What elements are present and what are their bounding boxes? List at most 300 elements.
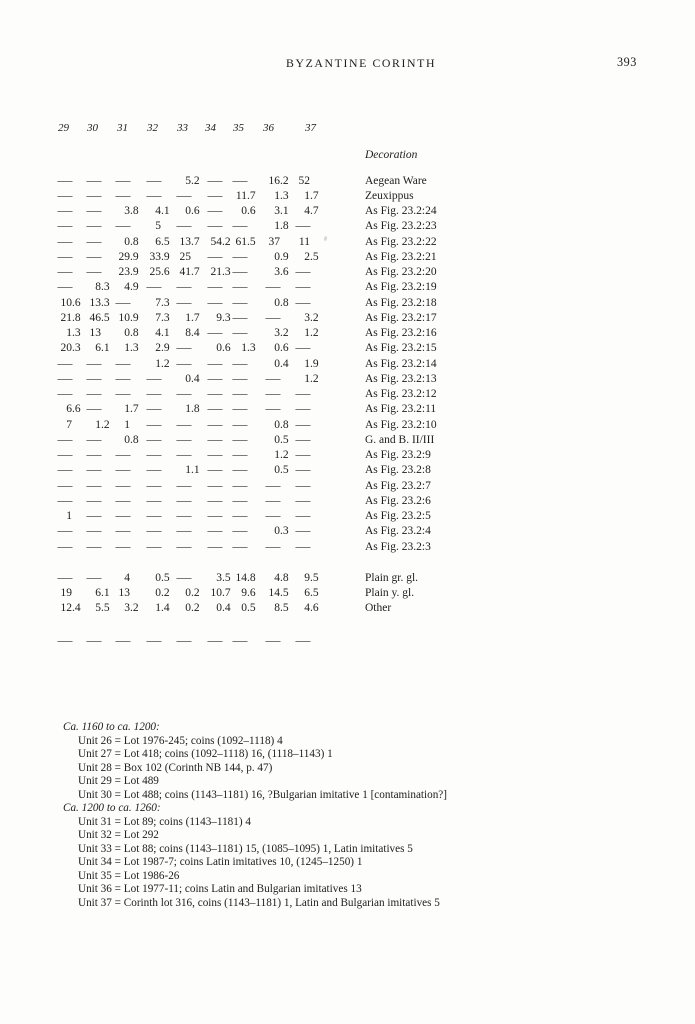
table-cell: 0 .8 — [274, 296, 289, 309]
table-cell: 0 .9 — [274, 250, 289, 263]
null-dash: — — [207, 205, 222, 218]
footnote-unit-line: Unit 28 = Box 102 (Corinth NB 144, p. 47) — [78, 761, 273, 774]
table-cell — [50, 524, 81, 539]
running-head-title: BYZANTINE CORINTH — [286, 56, 437, 70]
footnote-unit-line: Unit 26 = Lot 1976-245; coins (1092–1118) 4 — [78, 734, 283, 747]
null-dash: — — [232, 403, 247, 416]
table-cell — [289, 478, 319, 493]
table-cell: 1 .3 — [241, 342, 256, 355]
null-dash: — — [146, 525, 161, 538]
null-dash: — — [86, 205, 101, 218]
table-cell: 1 .9 — [304, 357, 319, 370]
table-cell — [110, 463, 139, 478]
null-dash: — — [232, 357, 247, 370]
null-dash: — — [232, 433, 247, 446]
null-dash: — — [86, 357, 101, 370]
table-cell — [231, 402, 256, 417]
null-dash: — — [295, 388, 310, 401]
null-dash: — — [295, 540, 310, 553]
null-dash: — — [86, 571, 101, 584]
null-dash: — — [295, 296, 310, 309]
table-cell — [139, 173, 170, 188]
table-cell — [50, 570, 81, 585]
null-dash: — — [146, 449, 161, 462]
table-cell: 46 .5 — [89, 311, 110, 324]
null-dash: — — [295, 266, 310, 279]
table-cell: 13 .3 — [89, 296, 110, 309]
null-dash: — — [115, 494, 130, 507]
table-cell — [110, 295, 139, 310]
table-cell — [201, 249, 231, 264]
row-label: G. and B. II/III — [365, 433, 435, 446]
null-dash: — — [232, 174, 247, 187]
null-dash: — — [232, 296, 247, 309]
table-cell — [50, 387, 81, 402]
table-cell — [139, 387, 170, 402]
table-row — [0, 265, 695, 280]
table-cell: 7 .3 — [155, 311, 170, 324]
table-cell — [289, 417, 319, 432]
table-cell: 0 .5 — [274, 464, 289, 477]
table-cell — [50, 204, 81, 219]
null-dash: — — [265, 311, 280, 324]
table-cell — [50, 249, 81, 264]
table-cell — [81, 524, 110, 539]
table-cell — [231, 219, 256, 234]
footnote-era-heading: Ca. 1160 to ca. 1200: — [63, 721, 160, 733]
table-cell — [81, 633, 110, 648]
null-dash: — — [232, 388, 247, 401]
table-cell — [231, 295, 256, 310]
null-dash: — — [115, 525, 130, 538]
null-dash: — — [232, 494, 247, 507]
table-cell — [81, 432, 110, 447]
table-row — [0, 463, 695, 478]
null-dash: — — [115, 220, 130, 233]
null-dash: — — [57, 433, 72, 446]
table-cell — [289, 280, 319, 295]
table-cell — [81, 173, 110, 188]
table-cell — [231, 173, 256, 188]
table-cell — [201, 204, 231, 219]
table-row — [0, 326, 695, 341]
table-cell — [201, 371, 231, 386]
table-cell — [110, 493, 139, 508]
null-dash: — — [232, 327, 247, 340]
table-cell — [110, 633, 139, 648]
null-dash: — — [295, 634, 310, 647]
table-cell — [81, 249, 110, 264]
table-cell: 1 .2 — [274, 449, 289, 462]
table-cell: 6 .5 — [304, 586, 319, 599]
table-cell — [110, 509, 139, 524]
null-dash: — — [146, 494, 161, 507]
null-dash: — — [57, 571, 72, 584]
table-cell: 0 .2 — [185, 586, 200, 599]
null-dash: — — [115, 388, 130, 401]
table-cell — [81, 493, 110, 508]
null-dash: — — [232, 510, 247, 523]
null-dash: — — [176, 418, 191, 431]
table-cell: 20 .3 — [60, 342, 81, 355]
table-cell — [201, 387, 231, 402]
null-dash: — — [115, 189, 130, 202]
null-dash: — — [232, 266, 247, 279]
table-cell: 3 .2 — [124, 602, 139, 615]
table-cell — [110, 219, 139, 234]
unit-footnotes — [0, 721, 695, 910]
table-cell — [201, 280, 231, 295]
table-cell — [170, 417, 200, 432]
table-cell — [110, 539, 139, 554]
null-dash: — — [86, 479, 101, 492]
table-cell — [289, 448, 319, 463]
table-cell: 1 — [124, 418, 130, 431]
table-cell: 1 .2 — [304, 372, 319, 385]
table-cell — [50, 356, 81, 371]
table-cell — [170, 478, 200, 493]
null-dash: — — [57, 357, 72, 370]
null-dash: — — [295, 510, 310, 523]
null-dash: — — [232, 281, 247, 294]
table-cell: 9 .6 — [241, 586, 256, 599]
row-label: As Fig. 23.2:10 — [365, 418, 437, 431]
null-dash: — — [207, 634, 222, 647]
column-header: 36 — [263, 122, 274, 134]
table-cell — [257, 310, 289, 325]
row-label: As Fig. 23.2:20 — [365, 266, 437, 279]
table-cell — [139, 448, 170, 463]
table-cell: 1 .7 — [185, 311, 200, 324]
row-label: As Fig. 23.2:3 — [365, 540, 431, 553]
table-cell: 1 .3 — [274, 189, 289, 202]
table-cell — [257, 402, 289, 417]
null-dash: — — [86, 174, 101, 187]
row-label: As Fig. 23.2:9 — [365, 449, 431, 462]
row-label: As Fig. 23.2:22 — [365, 235, 437, 248]
table-cell — [289, 539, 319, 554]
null-dash: — — [146, 510, 161, 523]
row-label: As Fig. 23.2:11 — [365, 403, 437, 416]
table-cell: 0 .5 — [241, 602, 256, 615]
page-number: 393 — [617, 55, 637, 69]
table-cell — [201, 633, 231, 648]
table-cell: 6 .1 — [95, 586, 110, 599]
table-cell: 11 — [298, 235, 310, 248]
table-cell — [289, 493, 319, 508]
null-dash: — — [57, 281, 72, 294]
null-dash: — — [176, 296, 191, 309]
table-cell — [257, 509, 289, 524]
table-cell — [201, 539, 231, 554]
row-label: Other — [365, 602, 392, 615]
table-cell — [231, 387, 256, 402]
table-cell: 3 .5 — [216, 571, 231, 584]
null-dash: — — [86, 634, 101, 647]
table-row — [0, 539, 695, 554]
table-row — [0, 280, 695, 295]
null-dash: — — [295, 281, 310, 294]
footnote-unit-line: Unit 32 = Lot 292 — [78, 829, 159, 841]
table-cell: 4 .7 — [304, 205, 319, 218]
table-cell: 0 .2 — [155, 586, 170, 599]
table-cell — [81, 387, 110, 402]
table-cell — [81, 539, 110, 554]
table-cell: 13 — [89, 327, 101, 340]
table-cell — [201, 326, 231, 341]
null-dash: — — [86, 449, 101, 462]
null-dash: — — [86, 220, 101, 233]
table-cell — [231, 448, 256, 463]
table-row — [0, 387, 695, 402]
null-dash: — — [176, 342, 191, 355]
row-label: As Fig. 23.2:15 — [365, 342, 437, 355]
null-dash: — — [57, 220, 72, 233]
table-cell — [170, 570, 200, 585]
table-cell — [289, 265, 319, 280]
column-header: 30 — [87, 122, 98, 134]
null-dash: — — [295, 403, 310, 416]
null-dash: — — [146, 418, 161, 431]
table-cell: 1 — [66, 510, 72, 523]
table-cell — [289, 509, 319, 524]
table-cell: 16 .2 — [268, 174, 289, 187]
null-dash: — — [232, 311, 247, 324]
table-cell — [81, 219, 110, 234]
table-cell — [289, 402, 319, 417]
table-cell — [50, 463, 81, 478]
null-dash: — — [57, 250, 72, 263]
null-dash: — — [176, 449, 191, 462]
table-cell — [139, 493, 170, 508]
table-cell — [50, 234, 81, 249]
table-cell: 5 .2 — [185, 174, 200, 187]
footnote-unit-line: Unit 36 = Lot 1977-11; coins Latin and Bulgarian imitatives 13 — [78, 883, 362, 895]
null-dash: — — [207, 220, 222, 233]
null-dash: — — [146, 174, 161, 187]
table-cell — [257, 280, 289, 295]
table-cell — [139, 539, 170, 554]
table-cell: 0 .8 — [274, 418, 289, 431]
table-cell: 21 .3 — [210, 266, 231, 279]
row-label: As Fig. 23.2:17 — [365, 311, 437, 324]
table-cell — [257, 633, 289, 648]
table-cell: 0 .8 — [124, 235, 139, 248]
table-row — [0, 356, 695, 371]
footnote-unit-line: Unit 33 = Lot 88; coins (1143–1181) 15, (1085–1095) 1, Latin imitatives 5 — [78, 842, 413, 855]
table-cell: 0 .6 — [274, 342, 289, 355]
table-cell: 4 .1 — [155, 205, 170, 218]
null-dash: — — [232, 634, 247, 647]
null-dash: — — [86, 250, 101, 263]
null-dash: — — [207, 479, 222, 492]
row-label: As Fig. 23.2:4 — [365, 525, 431, 538]
null-dash: — — [57, 464, 72, 477]
table-cell — [257, 478, 289, 493]
null-dash: — — [265, 510, 280, 523]
table-cell: 9 .5 — [304, 571, 319, 584]
table-row — [0, 402, 695, 417]
null-dash: — — [207, 174, 222, 187]
table-cell — [201, 493, 231, 508]
null-dash: — — [207, 540, 222, 553]
null-dash: — — [232, 449, 247, 462]
null-dash: — — [176, 357, 191, 370]
table-cell: 4 .8 — [274, 571, 289, 584]
table-cell — [110, 173, 139, 188]
table-cell: 25 .6 — [149, 266, 170, 279]
table-cell: 52 — [298, 174, 310, 187]
table-cell: 1 .2 — [95, 418, 110, 431]
row-label: As Fig. 23.2:23 — [365, 220, 437, 233]
null-dash: — — [115, 479, 130, 492]
table-cell — [289, 295, 319, 310]
null-dash: — — [207, 494, 222, 507]
table-cell: 14 .5 — [268, 586, 289, 599]
null-dash: — — [207, 403, 222, 416]
null-dash: — — [207, 464, 222, 477]
table-cell — [231, 326, 256, 341]
table-row — [0, 585, 695, 600]
table-cell — [110, 448, 139, 463]
table-cell — [201, 402, 231, 417]
row-label: As Fig. 23.2:7 — [365, 479, 431, 492]
null-dash: — — [57, 449, 72, 462]
null-dash: — — [207, 327, 222, 340]
null-dash: — — [207, 357, 222, 370]
table-cell: 3 .8 — [124, 205, 139, 218]
null-dash: — — [207, 510, 222, 523]
table-cell — [201, 356, 231, 371]
table-cell: 10 .6 — [60, 296, 81, 309]
table-cell — [289, 219, 319, 234]
null-dash: — — [86, 433, 101, 446]
null-dash: — — [57, 525, 72, 538]
table-cell: 21 .8 — [60, 311, 81, 324]
table-cell: 8 .5 — [274, 602, 289, 615]
null-dash: — — [295, 342, 310, 355]
null-dash: — — [176, 479, 191, 492]
table-cell — [201, 478, 231, 493]
null-dash: — — [295, 525, 310, 538]
table-cell — [50, 280, 81, 295]
table-cell — [50, 188, 81, 203]
table-cell: 12 .4 — [60, 602, 81, 615]
row-label: As Fig. 23.2:16 — [365, 327, 437, 340]
row-label: As Fig. 23.2:21 — [365, 250, 437, 263]
table-row — [0, 493, 695, 508]
decoration-column-header: Decoration — [365, 149, 418, 161]
null-dash: — — [176, 281, 191, 294]
table-cell — [139, 417, 170, 432]
null-dash: — — [232, 372, 247, 385]
table-cell — [81, 356, 110, 371]
table-cell: 0 .5 — [274, 433, 289, 446]
null-dash: — — [86, 494, 101, 507]
table-cell — [50, 371, 81, 386]
table-cell: 0 .2 — [185, 602, 200, 615]
table-cell — [201, 432, 231, 447]
null-dash: — — [232, 418, 247, 431]
null-dash: — — [115, 174, 130, 187]
table-row — [0, 310, 695, 325]
table-cell: 9 .3 — [216, 311, 231, 324]
null-dash: — — [232, 464, 247, 477]
null-dash: — — [176, 540, 191, 553]
table-cell: 33 .9 — [149, 250, 170, 263]
null-dash: — — [176, 433, 191, 446]
table-cell — [81, 265, 110, 280]
null-dash: — — [86, 525, 101, 538]
table-cell — [231, 432, 256, 447]
footnote-era-heading: Ca. 1200 to ca. 1260: — [63, 802, 161, 814]
table-cell: 13 — [118, 586, 130, 599]
null-dash: — — [86, 235, 101, 248]
table-row — [0, 371, 695, 386]
table-cell — [170, 524, 200, 539]
null-dash: — — [146, 433, 161, 446]
table-cell — [201, 295, 231, 310]
table-cell: 0 .8 — [124, 327, 139, 340]
column-header: 29 — [58, 122, 69, 134]
null-dash: — — [295, 494, 310, 507]
table-cell: 1 .8 — [274, 220, 289, 233]
table-cell — [231, 249, 256, 264]
null-dash: — — [207, 433, 222, 446]
table-cell: 10 .9 — [118, 311, 139, 324]
table-cell: 0 .5 — [155, 571, 170, 584]
null-dash: — — [115, 510, 130, 523]
table-cell — [289, 633, 319, 648]
row-label: As Fig. 23.2:19 — [365, 281, 437, 294]
table-cell — [231, 280, 256, 295]
table-row — [0, 432, 695, 447]
table-cell: 0 .8 — [124, 433, 139, 446]
table-cell — [257, 493, 289, 508]
table-cell — [81, 371, 110, 386]
table-cell — [170, 448, 200, 463]
null-dash: — — [295, 449, 310, 462]
null-dash: — — [265, 403, 280, 416]
table-row — [0, 448, 695, 463]
table-cell — [231, 478, 256, 493]
table-cell: 0 .6 — [185, 205, 200, 218]
table-cell — [110, 188, 139, 203]
table-cell — [139, 371, 170, 386]
table-cell — [231, 417, 256, 432]
null-dash: — — [57, 634, 72, 647]
null-dash: — — [265, 372, 280, 385]
table-cell: 1 .1 — [185, 464, 200, 477]
null-dash: — — [232, 540, 247, 553]
column-header: 34 — [205, 122, 216, 134]
table-cell: 0 .4 — [274, 357, 289, 370]
table-cell — [170, 387, 200, 402]
null-dash: — — [176, 525, 191, 538]
null-dash: — — [57, 174, 72, 187]
table-cell — [170, 633, 200, 648]
table-cell — [257, 387, 289, 402]
table-cell: 54 .2 — [210, 235, 231, 248]
table-cell — [289, 341, 319, 356]
table-cell: 1 .4 — [155, 602, 170, 615]
table-cell — [110, 524, 139, 539]
table-cell — [139, 509, 170, 524]
table-cell — [170, 539, 200, 554]
null-dash: — — [207, 525, 222, 538]
footnote-unit-line: Unit 29 = Lot 489 — [78, 775, 159, 787]
table-cell: 1 .2 — [155, 357, 170, 370]
